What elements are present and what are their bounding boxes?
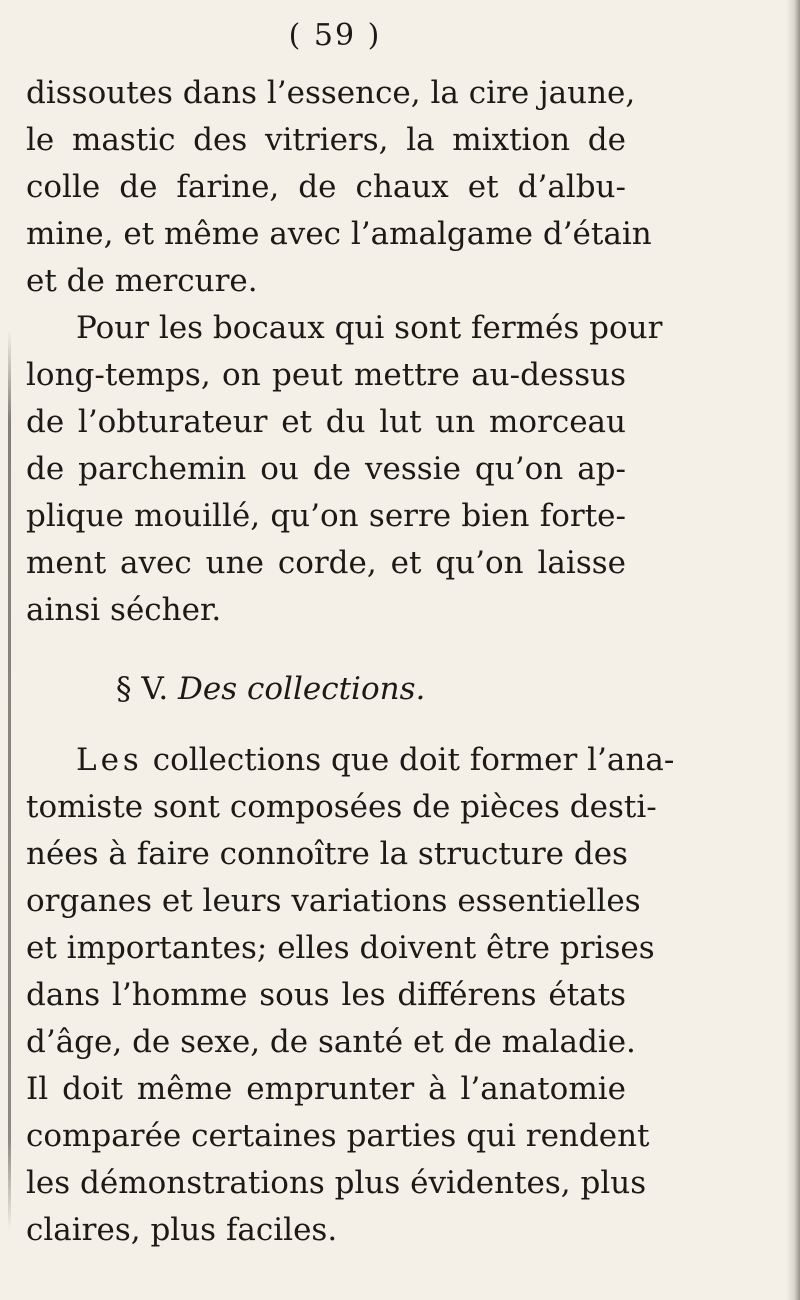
text-line: et de mercure. <box>26 263 258 299</box>
text-line: de parchemin ou de vessie qu’on ap- <box>26 451 626 487</box>
text-line: comparée certaines parties qui rendent <box>26 1118 650 1154</box>
text-line: plique mouillé, qu’on serre bien forte- <box>26 498 626 534</box>
text-body <box>26 70 675 1254</box>
text-line: de l’obturateur et du lut un morceau <box>26 404 626 440</box>
paragraph-1 <box>26 70 652 305</box>
text-line: les démonstrations plus évidentes, plus <box>26 1165 647 1201</box>
section-title: Des collections. <box>178 671 426 707</box>
page-left-edge-shadow <box>8 330 11 1230</box>
text-line <box>26 737 675 784</box>
text-line: Il doit même emprunter à l’anatomie <box>26 1071 626 1107</box>
text-line: organes et leurs variations essentielles <box>26 883 641 919</box>
text-line: long-temps, on peut mettre au-dessus <box>26 357 626 393</box>
first-line-rest: collections que doit former l’ana- <box>152 742 675 778</box>
text-line: d’âge, de sexe, de santé et de maladie. <box>26 1024 636 1060</box>
text-line: et importantes; elles doivent être prises <box>26 930 655 966</box>
section-heading <box>26 666 626 713</box>
paragraph-3 <box>26 737 675 1254</box>
text-line: claires, plus faciles. <box>26 1212 338 1248</box>
page-number: ( 59 ) <box>288 18 382 53</box>
text-line: mine, et même avec l’amalgame d’étain <box>26 216 652 252</box>
page-right-edge-shadow <box>786 0 800 1300</box>
text-line: colle de farine, de chaux et d’albu- <box>26 169 626 205</box>
text-line: dans l’homme sous les différens états <box>26 977 626 1013</box>
initial-word: Les <box>76 742 143 778</box>
text-line: dissoutes dans l’essence, la cire jaune, <box>26 75 636 111</box>
text-line: nées à faire connoître la structure des <box>26 836 628 872</box>
text-line: le mastic des vitriers, la mixtion de <box>26 122 626 158</box>
text-line: ment avec une corde, et qu’on laisse <box>26 545 626 581</box>
paragraph-2 <box>26 305 663 634</box>
text-line: Pour les bocaux qui sont fermés pour <box>76 310 663 346</box>
section-number: § V. <box>116 671 169 707</box>
text-line: ainsi sécher. <box>26 592 222 628</box>
text-line: tomiste sont composées de pièces desti- <box>26 789 657 825</box>
